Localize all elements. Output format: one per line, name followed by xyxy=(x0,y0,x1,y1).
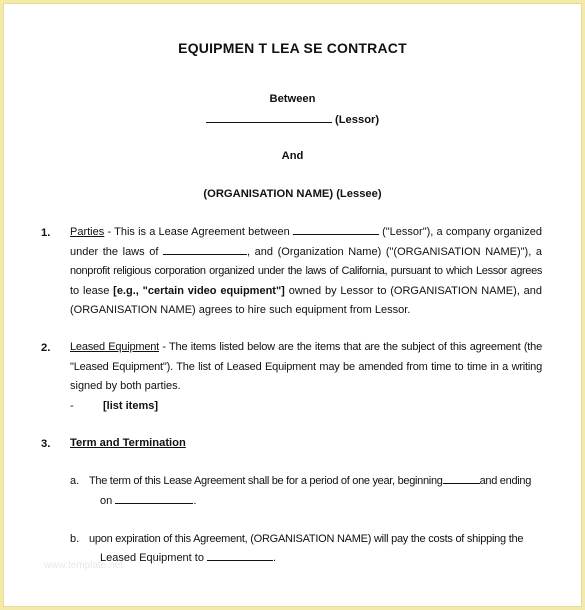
item-b-label: b. xyxy=(70,533,80,545)
section-2-number: 2. xyxy=(41,342,51,354)
section-2-body xyxy=(70,338,542,397)
section-1-number: 1. xyxy=(41,227,51,239)
item-a-line-1: The term of this Lease Agreement shall be for a period of one year, beginning and ending xyxy=(89,475,532,487)
section-2-line-2: "Leased Equipment"). The list of Leased Equipment may be amended from time to time in a writing xyxy=(70,360,542,373)
section-1-line-5: (ORGANISATION NAME) agrees to hire such equipment from Lessor. xyxy=(70,304,411,316)
jurisdiction-blank[interactable] xyxy=(163,244,247,255)
and-label: And xyxy=(281,150,304,162)
document-title: EQUIPMEN T LEA SE CONTRACT xyxy=(178,40,407,56)
item-b-line-2: Leased Equipment to . xyxy=(100,552,277,564)
section-2-line-1: Leased Equipment - The items listed below are the items that are the subject of this agreement (the xyxy=(70,341,542,353)
section-1-heading: Parties xyxy=(70,226,105,238)
section-1-body xyxy=(70,223,542,321)
lessor-label: (Lessor) xyxy=(334,114,380,126)
lessor-blank[interactable] xyxy=(206,112,332,123)
section-2-line-3: signed by both parties. xyxy=(70,380,181,392)
item-a-line-2: on . xyxy=(100,495,197,507)
end-date-blank[interactable] xyxy=(115,493,193,504)
section-1-line-2: under the laws of , and (Organization Name) ("(ORGANISATION NAME)"), a xyxy=(70,245,542,258)
start-date-blank[interactable] xyxy=(443,473,480,484)
section-2-heading: Leased Equipment xyxy=(70,341,160,353)
item-b-line-1: upon expiration of this Agreement, (ORGANISATION NAME) will pay the costs of shipping the xyxy=(89,533,524,545)
lessor-name-blank[interactable] xyxy=(293,224,379,235)
section-3-number: 3. xyxy=(41,438,51,450)
list-dash: - xyxy=(70,400,74,412)
document-page xyxy=(3,3,582,607)
lessor-line xyxy=(4,112,581,126)
lessee-line: (ORGANISATION NAME) (Lessee) xyxy=(203,188,382,200)
section-3-heading: Term and Termination xyxy=(70,437,186,449)
watermark-text: www.template.net xyxy=(44,560,123,571)
section-1-line-1: Parties - This is a Lease Agreement between ("Lessor"), a company organized xyxy=(70,226,542,238)
section-1-line-4: to lease [e.g., "certain video equipment"] owned by Lessor to (ORGANISATION NAME), and xyxy=(70,284,542,297)
list-items-placeholder: [list items] xyxy=(103,400,159,412)
between-label: Between xyxy=(269,93,316,105)
section-1-line-3: nonprofit religious corporation organized under the laws of California, pursuant to which Lessor agrees xyxy=(70,265,542,277)
shipping-destination-blank[interactable] xyxy=(207,550,273,561)
item-a-label: a. xyxy=(70,475,80,487)
